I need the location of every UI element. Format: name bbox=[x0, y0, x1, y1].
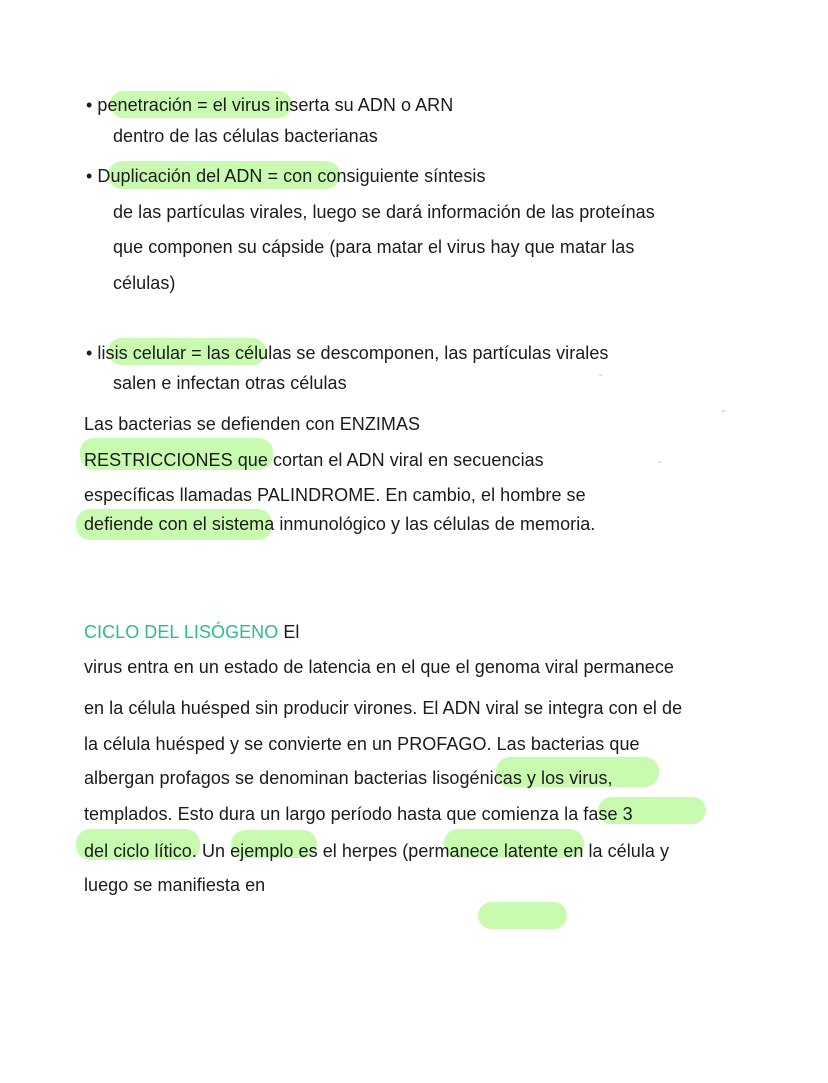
bullet-marker: • bbox=[86, 343, 93, 363]
lysogen-line-6: del ciclo lítico. Un ejemplo es el herpes (permanece latente en la célula y bbox=[84, 841, 670, 861]
bullet-1-line-2: dentro de las células bacterianas bbox=[113, 126, 378, 146]
bullet-marker: • bbox=[86, 166, 93, 186]
bullet-marker: • bbox=[86, 95, 93, 115]
section-heading bbox=[84, 621, 299, 643]
defense-line-1: Las bacterias se defienden con ENZIMAS bbox=[84, 414, 421, 434]
speck bbox=[658, 461, 661, 463]
bullet-1-line-1 bbox=[86, 94, 453, 116]
bullet-2-line-1 bbox=[86, 165, 486, 187]
bullet-3-line-1 bbox=[86, 342, 608, 364]
section-title: CICLO DEL LISÓGENO bbox=[84, 622, 279, 642]
bullet-2-line-2: de las partículas virales, luego se dará información de las proteínas bbox=[113, 202, 655, 222]
lysogen-line-3: la célula huésped y se convierte en un PROFAGO. Las bacterias que bbox=[84, 734, 640, 754]
lysogen-line-5: templados. Esto dura un largo período hasta que comienza la fase 3 bbox=[84, 804, 633, 824]
bullet-2-line-3: que componen su cápside (para matar el virus hay que matar las bbox=[113, 237, 635, 257]
highlight-mark bbox=[478, 902, 567, 929]
lysogen-line-1: virus entra en un estado de latencia en el que el genoma viral permanece bbox=[84, 657, 674, 677]
speck bbox=[722, 410, 725, 412]
lysogen-line-2: en la célula huésped sin producir virones. El ADN viral se integra con el de bbox=[84, 698, 683, 718]
bullet-text: Duplicación del ADN = con consiguiente síntesis bbox=[97, 166, 486, 186]
bullet-2-line-4: células) bbox=[113, 273, 176, 293]
bullet-3-line-2: salen e infectan otras células bbox=[113, 373, 347, 393]
lysogen-line-7: luego se manifiesta en bbox=[84, 875, 266, 895]
bullet-text: penetración = el virus inserta su ADN o ARN bbox=[97, 95, 454, 115]
lysogen-line-4: albergan profagos se denominan bacterias lisogénicas y los virus, bbox=[84, 768, 613, 788]
bullet-text: lisis celular = las células se descomponen, las partículas virales bbox=[97, 343, 609, 363]
defense-line-2: RESTRICCIONES que cortan el ADN viral en secuencias bbox=[84, 450, 544, 470]
section-heading-tail: El bbox=[278, 622, 300, 642]
defense-line-3: específicas llamadas PALINDROME. En cambio, el hombre se bbox=[84, 485, 586, 505]
defense-line-4: defiende con el sistema inmunológico y las células de memoria. bbox=[84, 514, 596, 534]
speck bbox=[599, 374, 602, 376]
